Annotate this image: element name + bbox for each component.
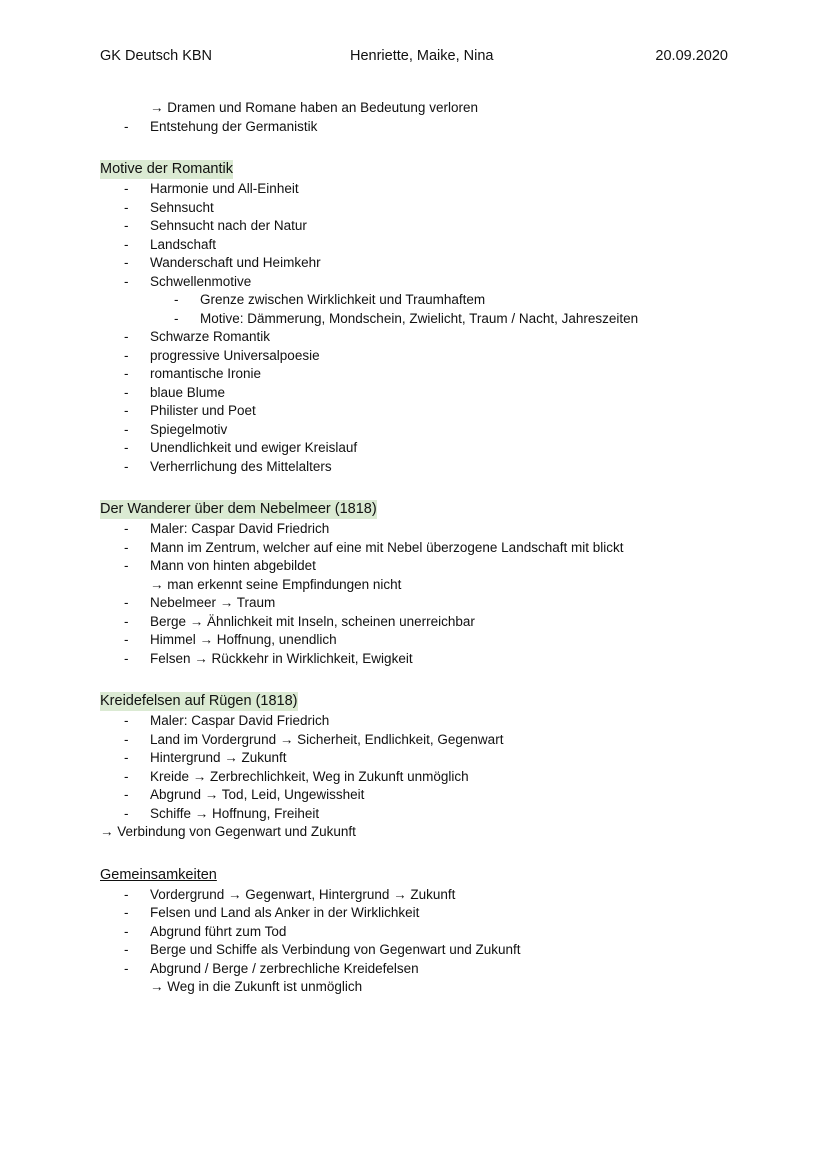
sub-list-item: - Motive: Dämmerung, Mondschein, Zwielicht, Traum / Nacht, Jahreszeiten [100, 310, 740, 329]
document-body [100, 99, 740, 997]
section-conclusion: → Verbindung von Gegenwart und Zukunft [100, 824, 356, 839]
list-item: - Maler: Caspar David Friedrich [100, 520, 740, 539]
list-item: - Himmel → Hoffnung, unendlich [100, 631, 740, 650]
list-item: - Land im Vordergrund → Sicherheit, Endlichkeit, Gegenwart [100, 731, 740, 750]
header-date: 20.09.2020 [655, 48, 728, 64]
list-item: - progressive Universalpoesie [100, 347, 740, 366]
list-item: - romantische Ironie [100, 365, 740, 384]
list-item: - Wanderschaft und Heimkehr [100, 254, 740, 273]
list-item: - Sehnsucht nach der Natur [100, 217, 740, 236]
list-item: - Entstehung der Germanistik [100, 118, 740, 137]
list-item: - Vordergrund → Gegenwart, Hintergrund → Zukunft [100, 886, 740, 905]
header-authors: Henriette, Maike, Nina [350, 48, 494, 64]
list-item: - Abgrund führt zum Tod [100, 923, 740, 942]
list-item: - Maler: Caspar David Friedrich [100, 712, 740, 731]
sub-list-item: - Grenze zwischen Wirklichkeit und Traumhaftem [100, 291, 740, 310]
list-item: - Kreide → Zerbrechlichkeit, Weg in Zukunft unmöglich [100, 768, 740, 787]
list-item-continuation: → man erkennt seine Empfindungen nicht [150, 576, 402, 592]
list-item: - Hintergrund → Zukunft [100, 749, 740, 768]
list-item: - blaue Blume [100, 384, 740, 403]
section-heading-gemeinsamkeiten: Gemeinsamkeiten [100, 866, 217, 883]
intro-continuation: → Dramen und Romane haben an Bedeutung verloren [150, 100, 478, 115]
list-item: - Berge → Ähnlichkeit mit Inseln, scheinen unerreichbar [100, 613, 740, 632]
list-item: - Unendlichkeit und ewiger Kreislauf [100, 439, 740, 458]
list-item: - Philister und Poet [100, 402, 740, 421]
list-item: - Berge und Schiffe als Verbindung von Gegenwart und Zukunft [100, 941, 740, 960]
list-item: - Felsen → Rückkehr in Wirklichkeit, Ewigkeit [100, 650, 740, 669]
page-header [100, 48, 728, 70]
list-item: - Verherrlichung des Mittelalters [100, 458, 740, 477]
section-heading-wanderer: Der Wanderer über dem Nebelmeer (1818) [100, 501, 377, 517]
list-item-continuation: → Weg in die Zukunft ist unmöglich [150, 979, 363, 994]
list-item: - Landschaft [100, 236, 740, 255]
section-heading-motive: Motive der Romantik [100, 161, 233, 177]
list-item: - Abgrund → Tod, Leid, Ungewissheit [100, 786, 740, 805]
list-item: - Sehnsucht [100, 199, 740, 218]
list-item: - Mann im Zentrum, welcher auf eine mit Nebel überzogene Landschaft mit blickt [100, 539, 740, 558]
list-item: - Mann von hinten abgebildet [100, 557, 740, 576]
list-item: - Harmonie und All-Einheit [100, 180, 740, 199]
list-item: - Schiffe → Hoffnung, Freiheit [100, 805, 740, 824]
header-course: GK Deutsch KBN [100, 48, 213, 64]
list-item: - Schwellenmotive [100, 273, 740, 292]
list-item: - Spiegelmotiv [100, 421, 740, 440]
section-heading-kreidefelsen: Kreidefelsen auf Rügen (1818) [100, 693, 298, 709]
list-item: - Schwarze Romantik [100, 328, 740, 347]
list-item: - Abgrund / Berge / zerbrechliche Kreidefelsen [100, 960, 740, 979]
list-item: - Nebelmeer → Traum [100, 594, 740, 613]
list-item: - Felsen und Land als Anker in der Wirklichkeit [100, 904, 740, 923]
